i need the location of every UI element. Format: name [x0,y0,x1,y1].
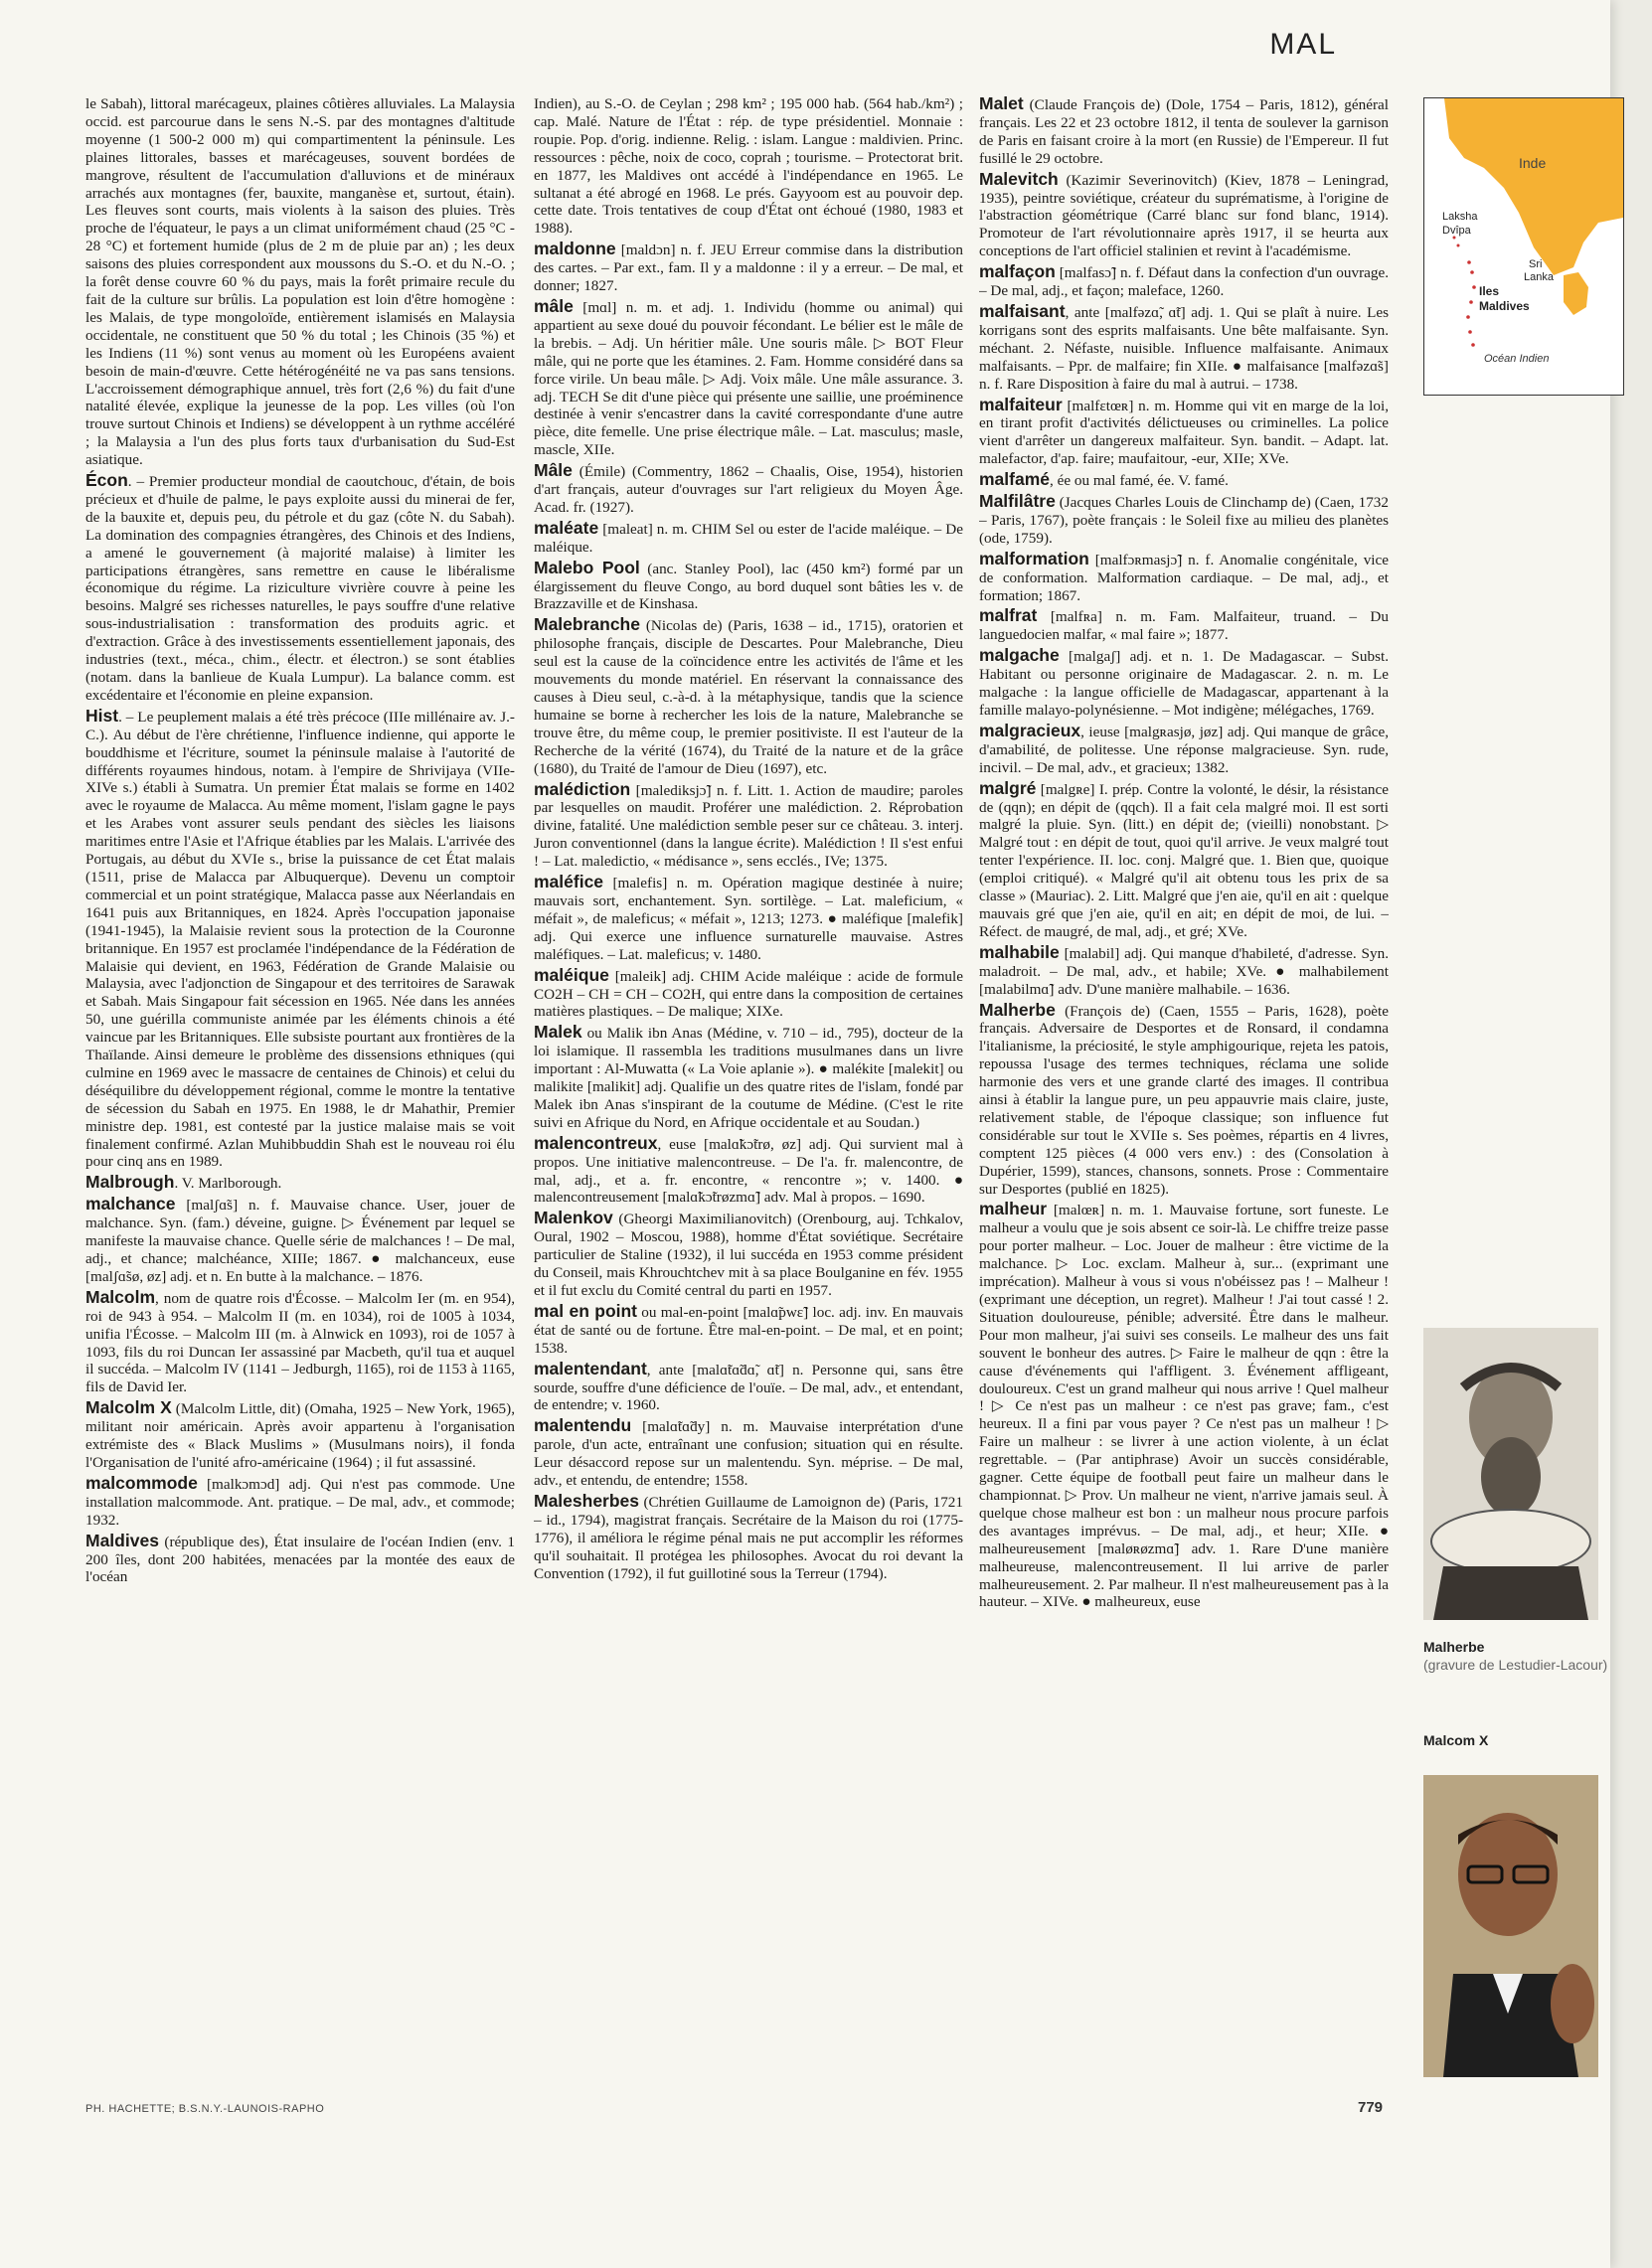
entry-headword: malformation [979,548,1089,568]
dictionary-entry: Malfilâtre (Jacques Charles Louis de Clinchamp de) (Caen, 1732 – Paris, 1767), poète français : le Soleil fixe au milieu des planètes (ode, 1759). [979,491,1389,547]
entry-headword: malentendu [534,1415,632,1436]
dictionary-entry: malfrat [malfʀa] n. m. Fam. Malfaiteur, truand. – Du languedocien malfar, « mal faire »; 1877. [979,605,1389,644]
dictionary-entry: malgracieux, ieuse [malgʀasjø, jøz] adj. Qui manque de grâce, d'amabilité, de politesse. Une réponse malgracieuse. Syn. rude, incivil. – De mal, adv., et gracieux; 1382. [979,720,1389,776]
dictionary-entry: mâle [mɑl] n. m. et adj. 1. Individu (homme ou animal) qui appartient au sexe doué du pouvoir fécondant. Le bélier est le mâle de la brebis. – Adj. Un héritier mâle. Une souris mâle. ▷ BOT Fleur mâle, qui ne porte que les étamines. 2. Fam. Homme considéré dans sa force virile. Un beau mâle. ▷ Adj. Voix mâle. Une mâle assurance. 3. adj. TECH Se dit d'une pièce qui présente une saillie, une proéminence destinée à venir s'encastrer dans la cavité correspondante d'une autre pièce, dite femelle. Une prise électrique mâle. – Lat. masculus; masle, mascle, XIIe. [534,295,963,459]
dictionary-entry: malgré [malgʀe] I. prép. Contre la volonté, le désir, la résistance de (qqn); en dépit de (qqch). Il a fait cela malgré moi. Il est sorti malgré la pluie. Syn. (litt.) en dépit de; (vieilli) nonobstant. ▷ Malgré tout : en dépit de tout, quoi qu'il arrive. Je veux malgré tout tenter l'expérience. II. loc. conj. Malgré que. 1. Bien que, quoique (emploi critiqué). « Malgré qu'il ait obtenu tous les prix de sa classe » (Mauriac). 2. Litt. Malgré que j'en aie, qu'il en ait : quelque mauvais gré que j'en aie, qu'il en ait; en dépit de moi, de lui. – Réfect. de maugré, de mal, adj., et gré; XVe. [979,777,1389,940]
entry-headword: malfaiteur [979,394,1063,414]
malherbe-caption-title: Malherbe [1423,1639,1485,1655]
map-svg [1424,98,1623,395]
entry-headword: Mâle [534,460,573,481]
entry-headword: malchance [85,1194,176,1215]
page-number: 779 [1358,2099,1384,2116]
running-head: MAL [1269,28,1337,61]
entry-headword: maléfice [534,872,604,892]
malcolm-photo-image [1423,1775,1598,2077]
sri-lanka-landmass [1564,272,1588,315]
map-label-laksha: Laksha Dvîpa [1442,211,1478,237]
dictionary-entry: malgache [malgaʃ] adj. et n. 1. De Madagascar. – Subst. Habitant ou personne originaire de Madagascar. 2. n. m. Le malgache : la langue officielle de Madagascar, appartenant à la famille malayo-polynésienne. – Mot indigène; mélégaches, 1769. [979,645,1389,719]
entry-headword: malhabile [979,941,1060,962]
entry-headword: malcommode [85,1472,198,1493]
entry-headword: Maldives [85,1530,159,1550]
dictionary-entry: Malcolm X (Malcolm Little, dit) (Omaha, 1925 – New York, 1965), militant noir américain. Après avoir appartenu à l'organisation extrémiste des « Black Muslims » (Musulmans noirs), il fonda l'Organisation de l'unité afro-américaine (1964) ; il fut assassiné. [85,1397,515,1471]
dictionary-entry: Malet (Claude François de) (Dole, 1754 – Paris, 1812), général français. Les 22 et 23 octobre 1812, il tenta de soulever la garnison de Paris en faisant croire à la mort (en Russie) de l'Empereur. Il fut fusillé le 29 octobre. [979,95,1389,167]
malcolm-caption-title: Malcom X [1423,1732,1489,1748]
dictionary-entry: malédiction [malediksjɔ̃] n. f. Litt. 1. Action de maudire; paroles par lesquelles on maudit. Proférer une malédiction. 2. Réprobation divine, fatalité. Une malédiction semble peser sur ce château. 3. interj. Juron conventionnel (dans la langue écrite). Malédiction ! Il s'est enfui ! – Lat. maledictio, « médisance », sens ecclés., IVe; 1375. [534,778,963,871]
entry-headword: malgache [979,645,1060,666]
dictionary-entry: maléique [maleik] adj. CHIM Acide maléique : acide de formule CO2H – CH = CH – CO2H, qui entre dans la composition de certaines matières plastiques. – De malique; XIXe. [534,964,963,1021]
entry-headword: Malet [979,95,1024,113]
dictionary-entry: Malesherbes (Chrétien Guillaume de Lamoignon de) (Paris, 1721 – id., 1794), magistrat français. Secrétaire de la Maison du roi (1775-1776), il améliora le régime pénal mais ne put accomplir les réformes qu'il souhaitait. Il protégea les philosophes. Avocat du roi devant la Convention (1792), il fut guillotiné sous la Terreur (1794). [534,1490,963,1582]
laksha-island [1457,244,1460,247]
dictionary-entry: Maldives (république des), État insulaire de l'océan Indien (env. 1 200 îles, dont 200 habitées, menacées par la montée des eaux de l'océan [85,1530,515,1586]
dictionary-entry: Malebo Pool (anc. Stanley Pool), lac (450 km²) formé par un élargissement du fleuve Congo, au bord duquel sont bâties les v. de Brazzaville et de Kinshasa. [534,557,963,613]
entry-headword: Malebranche [534,614,640,635]
dictionary-entry: malhabile [malabil] adj. Qui manque d'habileté, d'adresse. Syn. maladroit. – De mal, adv., et habile; XVe. ● malhabilement [malabilmɑ̃] adv. D'une manière malhabile. – 1636. [979,941,1389,998]
entry-headword: malfrat [979,605,1038,626]
malherbe-caption [1423,1638,1607,1674]
maldives-island [1468,330,1472,334]
india-landmass [1444,98,1623,275]
entry-headword: malfaçon [979,261,1056,282]
entry-headword: Malcolm [85,1286,156,1307]
entry-headword: mal en point [534,1300,638,1321]
map-label-maldives: Iles Maldives [1479,284,1530,313]
entry-headword: malheur [979,1199,1048,1219]
entry-headword: Malek [534,1022,582,1043]
entry-headword: Malcolm X [85,1397,172,1418]
dictionary-entry: malfaçon [malfasɔ̃] n. f. Défaut dans la confection d'un ouvrage. – De mal, adj., et façon; maleface, 1260. [979,261,1389,300]
dictionary-entry: maléate [maleat] n. m. CHIM Sel ou ester de l'acide maléique. – De maléique. [534,517,963,556]
maldives-island [1467,260,1471,264]
maldives-map [1423,97,1624,396]
dictionary-entry: malencontreux, euse [malɑ̃kɔ̃trø, øz] adj. Qui survient mal à propos. Une initiative malencontreuse. – De l'a. fr. malencontre, de mal, adj., et a. fr. encontre, « rencontre »; v. 1400. ● malencontreusement [malɑ̃kɔ̃trøzmɑ̃] adv. Mal à propos. – 1690. [534,1132,963,1207]
dictionary-entry: malformation [malfɔʀmasjɔ̃] n. f. Anomalie congénitale, vice de conformation. Malformation cardiaque. – De mal, adj., et formation; 1867. [979,548,1389,604]
dictionary-entry: Malherbe (François de) (Caen, 1555 – Paris, 1628), poète français. Adversaire de Desportes et de Ronsard, il condamna l'italianisme, la préciosité, le style amphigourique, rejeta les patois, repoussa l'usage des termes techniques, réclama une solide harmonie des vers et une grande clarté des images. Il contribua ainsi à établir la langue pure, un peu appauvrie mais claire, juste, relativement stable, de l'époque classique; son influence fut considérable sur tout le XVIIe s. Ses poèmes, répartis en 4 livres, comptent 125 pièces (4 000 vers env.) : des (Consolation à Dupérier, 1599), stances, chansons, sonnets. Prose : Commentaire sur Desportes (publié en 1825). [979,999,1389,1198]
dictionary-entry: maldonne [maldɔn] n. f. JEU Erreur commise dans la distribution des cartes. – Par ext., fam. Il y a maldonne : il y a erreur. – De mal, et donner; 1827. [534,239,963,295]
dictionary-entry: Malenkov (Gheorgi Maximilianovitch) (Orenbourg, auj. Tchkalov, Oural, 1902 – Moscou, 1988), homme d'État soviétique. Secrétaire particulier de Staline (1932), il lui succéda en 1953 comme président du Conseil, mais Khrouchtchev mit à sa place Boulganine en fév. 1955 et il fut exclu du Comité central du parti en 1957. [534,1208,963,1299]
entry-headword: Malevitch [979,168,1059,189]
entry-headword: malédiction [534,778,631,799]
entry-headword: malfaisant [979,300,1066,321]
entry-headword: Malherbe [979,999,1056,1020]
map-label-ocean: Océan Indien [1484,353,1550,365]
map-label-inde: Inde [1519,155,1547,171]
column-right [979,95,1389,2093]
entry-headword: Malesherbes [534,1490,640,1511]
dictionary-entry: Malebranche (Nicolas de) (Paris, 1638 – id., 1715), oratorien et philosophe français, disciple de Descartes. Pour Malebranche, Dieu seul est la cause de la coïncidence entre les activités de l'âme et les mouvements du monde matériel. En réservant la connaissance des causes à Dieu seul, c.-à-d. à la métaphysique, tandis que la science humaine se borne à rechercher les lois de la nature, Malebranche se trouve être, du même coup, le premier positiviste. Il est l'auteur de la Recherche de la vérité (1674), du Traité de la nature et de la grâce (1680), du Traité de l'amour de Dieu (1697), etc. [534,614,963,777]
dictionary-entry: malfaisant, ante [malfəzɑ̃, ɑ̃t] adj. 1. Qui se plaît à nuire. Les korrigans sont des esprits malfaisants. Une bête malfaisante. Syn. méchant. 2. Néfaste, nuisible. Influence malfaisante. Animaux malfaisants. – Ppr. de malfaire; fin XIIe. ● malfaisance [malfəzɑ̃s] n. f. Rare Disposition à faire du mal à autrui. – 1738. [979,300,1389,393]
maldives-island [1466,315,1470,319]
maldives-island [1469,300,1473,304]
entry-headword: malentendant [534,1358,647,1378]
entry-headword: malencontreux [534,1132,658,1153]
dictionary-entry: maléfice [malefis] n. m. Opération magique destinée à nuire; mauvais sort, enchantement. Syn. sortilège. – Lat. maleficium, « méfait », de maleficus; « méfait », 1213; 1273. ● maléfique [malefik] adj. Qui exerce une influence surnaturelle mauvaise. Astres maléfiques. – Lat. maleficus; v. 1480. [534,872,963,963]
maldives-island [1472,285,1476,289]
entry-headword: maldonne [534,239,616,259]
column-left [85,95,515,2093]
dictionary-entry: malfaiteur [malfɛtœʀ] n. m. Homme qui vit en marge de la loi, en tirant profit d'activités délictueuses ou criminelles. La police vient d'arrêter un dangereux malfaiteur. Syn. bandit. – Adapt. lat. malefactor, d'ap. faire; maufaitour, -eur, XIIe; XVe. [979,394,1389,468]
dictionary-entry: Mâle (Émile) (Commentry, 1862 – Chaalis, Oise, 1954), historien d'art français, auteur d'ouvrages sur l'art religieux du Moyen Âge. Acad. fr. (1927). [534,460,963,516]
photo-credits: PH. HACHETTE; B.S.N.Y.-LAUNOIS-RAPHO [85,2103,325,2115]
dictionary-entry: Indien), au S.-O. de Ceylan ; 298 km² ; 195 000 hab. (564 hab./km²) ; cap. Malé. Nature de l'État : rép. de type présidentiel. Monnaie : roupie. Pop. d'orig. indienne. Relig. : islam. Langue : maldivien. Princ. ressources : pêche, noix de coco, coprah ; tourisme. – Protectorat brit. en 1877, les Maldives ont accédé à l'indépendance en 1965. Le sultanat a été abrogé en 1968. Le prés. Gayyoom est au pouvoir dep. cette date. Trois tentatives de coup d'État ont échoué (1980, 1983 et 1988). [534,95,963,238]
entry-headword: Malbrough [85,1172,175,1193]
dictionary-entry: Malbrough. V. Marlborough. [85,1172,282,1193]
entry-headword: maléate [534,517,599,538]
column-middle [534,95,963,2093]
dictionary-entry: mal en point ou mal-en-point [malɑ̃pwɛ̃] loc. adj. inv. En mauvais état de santé ou de fortune. Être mal-en-point. – De mal, et en point; 1538. [534,1300,963,1357]
malherbe-caption-sub: (gravure de Lestudier-Lacour) [1423,1657,1608,1673]
malcolm-caption [1423,1731,1488,1749]
dictionary-entry: le Sabah), littoral marécageux, plaines côtières alluviales. La Malaysia occid. est parcourue dans le sens N.-S. par des montagnes d'altitude moyenne (1 500-2 000 m) qui compartimentent la péninsule. Les plaines littorales, basses et marécageuses, souvent bordées de mangrove, résultent de l'accumulation d'alluvions et de minéraux arrachés aux montagnes (fer, bauxite, manganèse et, surtout, étain). Les fleuves sont courts, mais violents à la saison des pluies. Très proche de l'équateur, le pays a un climat uniformément chaud (25 °C - 28 °C) et fortement humide (plus de 2 m de pluie par an) ; les deux saisons des pluies correspondent aux moussons du S.-O. et du N.-O. ; la forêt dense couvre 60 % du pays, mais la forêt primaire recule du fait de la culture sur brûlis. La population est loin d'être homogène : les Malais, de type mongoloïde, entièrement islamisés en Malaysia occidentale, ne constituent que 50 % du total ; les Chinois (35 %) et les Indiens (11 %) sont venus au moment où les Européens avaient besoin de main-d'œuvre. Cette hétérogénéité ne va pas sans tensions. L'accroissement démographique annuel, très fort (2,6 %) du fait d'une natalité élevée, explique la jeunesse de la pop. Les villes (où l'on trouve surtout Chinois et Indiens) se développent à un rythme accéléré ; la Malaysia a l'un des plus forts taux d'urbanisation du Sud-Est asiatique. [85,95,515,469]
dictionary-entry: Malek ou Malik ibn Anas (Médine, v. 710 – id., 795), docteur de la loi islamique. Il rassembla les traditions musulmanes dans un livre important : Al-Muwatta (« La Voie aplanie »). ● malékite [malekit] ou malikite [malikit] adj. Qualifie un des quatre rites de l'islam, fondé par Malek ibn Anas s'inspirant de la coutume de Médine. (C'est le rite suivi en Afrique du Nord, en Afrique occidentale et au Soudan.) [534,1022,963,1131]
entry-headword: Malenkov [534,1208,613,1228]
malherbe-engraving [1423,1328,1598,1620]
dictionary-entry: malheur [malœʀ] n. m. 1. Mauvaise fortune, sort funeste. Le malheur a voulu que je sois absent ce soir-là. Le chiffre treize passe pour porter malheur. – Loc. Jouer de malheur : être victime de la malchance. ▷ Loc. exclam. Malheur à, sur... (exprimant une imprécation). Malheur à vous si vous n'obéissez pas ! – Malheur ! (exprimant une déception, un regret). Malheur ! J'ai tout cassé ! 2. Situation douloureuse, pénible; adversité. Être dans le malheur. Pour mon malheur, j'ai suivi ses conseils. Le malheur des uns fait souvent le bonheur des autres. ▷ Faire le malheur de qqn : être la cause d'événements qui l'affligent. 3. Événement affligeant, douloureux. C'est un grand malheur qui nous arrive ! Quel malheur ! ▷ Ce n'est pas un malheur : ce n'est pas grave; fam., c'est heureux. Il a fini par vous payer ? Ce n'est pas un malheur ! ▷ Faire un malheur : se livrer à une action violente, à un éclat regrettable. – (Par antiphrase) Avoir un succès considérable, gagner. Cette équipe de football peut faire un malheur dans le championnat. ▷ Prov. Un malheur ne vient, n'arrive jamais seul. À quelque chose malheur est bon : un malheur nous procure parfois des avantages imprévus. – De mal, adj., et heur; XIIe. ● malheureusement [maløʀøzmɑ̃] adv. 1. Rare D'une manière malheureuse, malencontreusement. Il lui arrive de parler malheureusement. 2. Par malheur. Il n'est malheureusement pas à la hauteur. – XIVe. ● malheureux, euse [979,1199,1389,1611]
dictionary-entry: malfamé, ée ou mal famé, ée. V. famé. [979,469,1229,490]
dictionary-entry: malchance [malʃɑ̃s] n. f. Mauvaise chance. User, jouer de malchance. Syn. (fam.) déveine, guigne. ▷ Événement par lequel se manifeste la mauvaise chance. Quelle série de malchances ! – De mal, adj., et chance; malchéance, XIIIe; 1867. ● malchanceux, euse [malʃɑ̃sø, øz] adj. et n. En butte à la malchance. – 1876. [85,1194,515,1285]
dictionary-entry: Écon. – Premier producteur mondial de caoutchouc, d'étain, de bois précieux et d'huile de palme, le pays exploite aussi du minerai de fer, de la bauxite et, depuis peu, du pétrole et du gaz (côte N. du Sabah). La domination des compagnies étrangères, des Chinois et des Indiens, a amené le gouvernement (à majorité malaise) à limiter les participations étrangères, sans remettre en cause le libéralisme économique du régime. La riziculture vivrière couvre à peine les besoins. Malgré ses richesses naturelles, le pays souffre d'une relative sous-industrialisation : transformation des produits agric. et d'extraction. Grâce à des investissements essentiellement japonais, des industries (text., méca., chim., électr. et électron.) se sont établies (notam. dans la banlieue de Kuala Lumpur). La balance comm. est excédentaire et l'économie en pleine expansion. [85,470,515,704]
dictionary-entry: malentendu [malɑ̃tɑ̃dy] n. m. Mauvaise interprétation d'une parole, d'un acte, entraînant une confusion; situation qui en résulte. Leur désaccord repose sur un malentendu. Syn. méprise. – De mal, adv., et entendu, de entendre; 1558. [534,1415,963,1490]
dictionary-entry: malcommode [malkɔmɔd] adj. Qui n'est pas commode. Une installation malcommode. Ant. pratique. – De mal, adv., et commode; 1932. [85,1472,515,1529]
maldives-island [1471,343,1475,347]
entry-headword: Écon [85,470,128,491]
entry-headword: malfamé [979,469,1051,490]
entry-headword: malgracieux [979,720,1081,740]
malcolm-x-photo [1423,1775,1598,2077]
dictionary-entry: Hist. – Le peuplement malais a été très précoce (IIIe millénaire av. J.-C.). Au début de l'ère chrétienne, l'influence indienne, qui apporte le bouddhisme et l'écriture, soumet la péninsule malaise à l'autorité de différents royaumes hindous, notam. à l'empire de Shrivijaya (VIIe-XIVe s.) établi à Sumatra. Un premier État malais se forme en 1402 avec le royaume de Malacca. Au même moment, l'islam gagne le pays et les Arabes vont assurer seuls pendant des siècles les liaisons maritimes entre l'Asie et l'Afrique établies par les Malais. L'arrivée des Portugais, au début du XVIe s., brise la puissance de cet État malais (1511, prise de Malacca par Albuquerque). Devenu un comptoir commercial et un point stratégique, Malacca passe aux Néerlandais en 1641 puis aux Britanniques, en 1824. Après l'occupation japonaise (1941-1945), la Malaisie revient sous la protection de la Couronne britannique. En 1957 est proclamée l'indépendance de la Fédération de Malaisie qui devient, en 1963, Fédération de Grande Malaisie ou Malaysia, avec l'adjonction de Singapour et des territoires de Sarawak et Sabah. Mais Singapour fait sécession en 1965. Née dans les années 50, une guérilla communiste animée par les éléments chinois a été vaincue par les Britanniques. Elle subsiste pourtant aux frontières de la Thaïlande. Ainsi demeure le problème des dissensions ethniques (qui culmine en 1969 avec le massacre de centaines de Chinois) et celui du déséquilibre du développement régional, comme le montre la tentative de sécession du Sabah en 1975. En 1988, le dr Mahathir, Premier ministre dep. 1981, est contesté par la justice malaise mais se voit finalement confirmé. Azlan Muhibbuddin Shah est le nouveau roi élu pour cinq ans en 1989. [85,705,515,1171]
malherbe-portrait [1423,1328,1598,1620]
map-label-srilanka: Sri Lanka [1524,258,1554,283]
entry-headword: Malfilâtre [979,491,1056,512]
entry-headword: Malebo Pool [534,557,640,577]
entry-headword: maléique [534,964,609,985]
entry-headword: malgré [979,777,1037,798]
entry-headword: Hist [85,705,119,726]
dictionary-entry: malentendant, ante [malɑ̃tɑ̃dɑ̃, ɑ̃t] n. Personne qui, sans être sourde, souffre d'une déficience de l'ouïe. – De mal, adv., et entendant, de entendre; v. 1960. [534,1358,963,1414]
maldives-island [1470,270,1474,274]
entry-headword: mâle [534,295,574,316]
dictionary-entry: Malcolm, nom de quatre rois d'Écosse. – Malcolm Ier (m. en 954), roi de 943 à 954. – Malcolm II (m. en 1034), roi de 1005 à 1034, unifia l'Écosse. – Malcolm III (m. à Alnwick en 1093), roi de 1057 à 1093, fils du roi Duncan Ier assassiné par Macbeth, qu'il tua et auquel il succéda. – Malcolm IV (1141 – Jedburgh, 1165), roi de 1153 à 1165, fils de David Ier. [85,1286,515,1396]
dictionary-entry: Malevitch (Kazimir Severinovitch) (Kiev, 1878 – Leningrad, 1935), peintre soviétique, créateur du suprématisme, à l'origine de l'abstraction géométrique (Carré blanc sur fond blanc, 1914). Promoteur de l'art révolutionnaire après 1917, il se heurta aux conceptions de l'art officiel stalinien et revint à l'académisme. [979,168,1389,260]
